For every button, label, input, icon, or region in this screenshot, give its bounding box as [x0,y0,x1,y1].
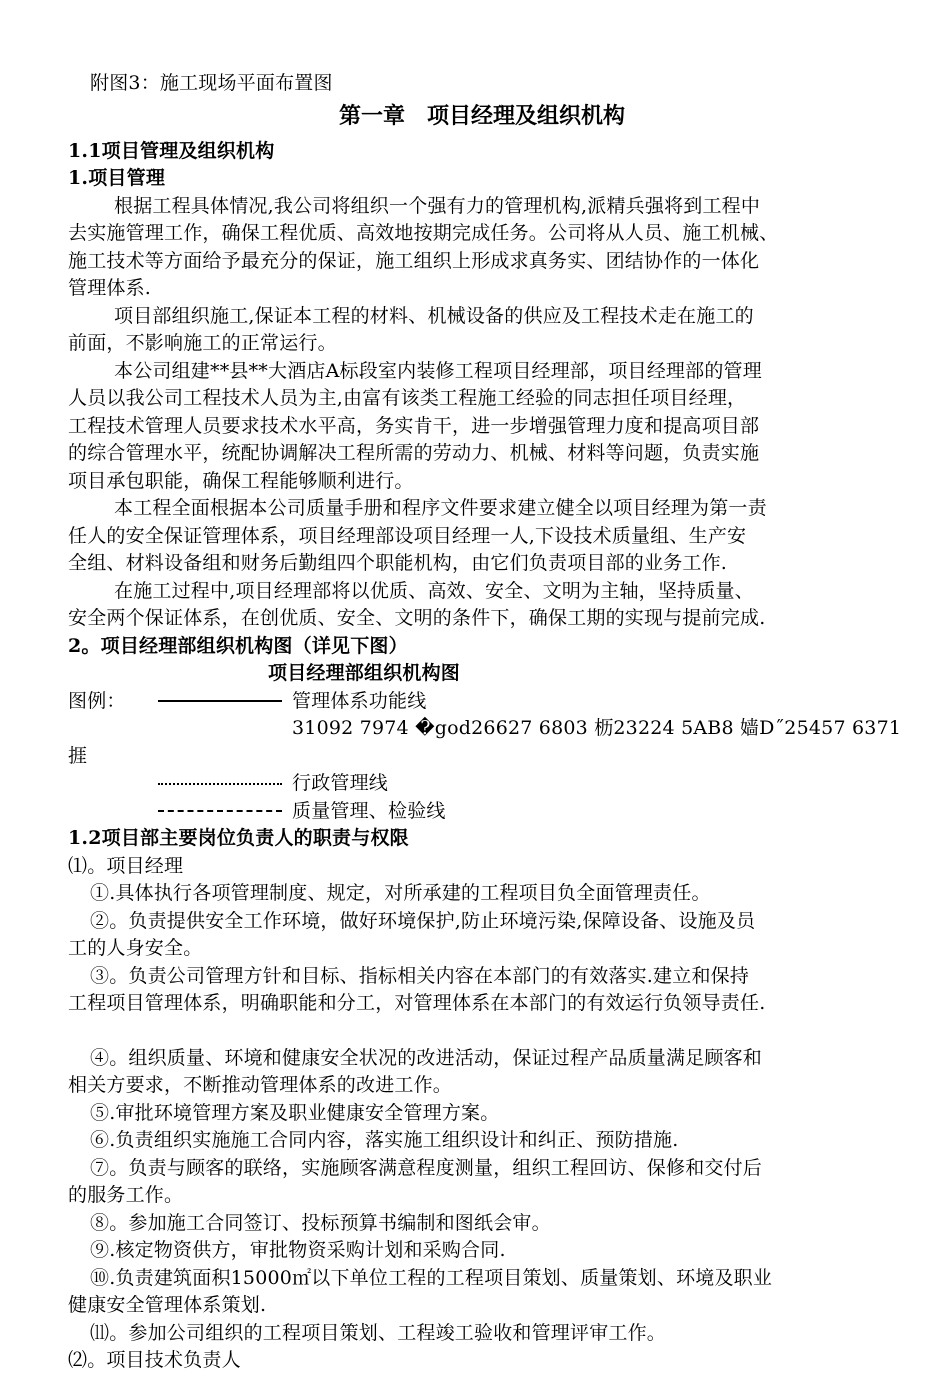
text-line: 全组、材料设备组和财务后勤组四个职能机构，由它们负责项目部的业务工作. [68,552,728,574]
text-line: 安全两个保证体系，在创优质、安全、文明的条件下，确保工期的实现与提前完成. [68,607,766,629]
legend-row-solid [68,688,886,716]
text-line: 项目部组织施工,保证本工程的材料、机械设备的供应及工程技术走在施工的 [114,304,754,327]
duty-item-cont: 的服务工作。 [68,1184,184,1206]
duty-item: ⑩.负责建筑面积15000㎡以下单位工程的工程项目策划、质量策划、环境及职业 [90,1266,773,1289]
text-line: 的综合管理水平，统配协调解决工程所需的劳动力、机械、材料等问题，负责实施 [68,442,760,464]
legend-row-dashdot [68,798,886,826]
legend [68,688,902,826]
role-heading-project-manager: ⑴。项目经理 [68,854,184,877]
paragraph-1 [68,193,886,303]
text-line: 项目承包职能，确保工程能够顺利进行。 [68,469,414,492]
duty-item: ①.具体执行各项管理制度、规定，对所承建的工程项目负全面管理责任。 [90,882,711,904]
paragraph-2 [68,303,886,358]
text-line: 前面，不影响施工的正常运行。 [68,332,337,354]
text-line: 本工程全面根据本公司质量手册和程序文件要求建立健全以项目经理为第一责 [114,497,767,519]
legend-text: 行政管理线 [292,772,389,794]
paragraph-3 [68,358,886,496]
chapter-title: 第一章 项目经理及组织机构 [338,102,625,129]
duty-item: ⑤.审批环境管理方案及职业健康安全管理方案。 [90,1101,500,1124]
attachment-caption: 附图3：施工现场平面布置图 [90,72,333,94]
text-line: 施工技术等方面给予最充分的保证，施工组织上形成求真务实、团结协作的一体化 [68,249,760,272]
garbled-text-wrap: 捱 [68,744,88,767]
section-heading-1-1: 1.1项目管理及组织机构 [68,139,275,162]
legend-row-dotted [68,770,886,798]
role-heading-technical-lead: ⑵。项目技术负责人 [68,1349,241,1371]
duty-item: ⑨.核定物资供方，审批物资采购计划和采购合同. [90,1239,506,1261]
duty-item: ②。负责提供安全工作环境，做好环境保护,防止环境污染,保障设备、设施及员 [90,909,756,932]
text-line: 根据工程具体情况,我公司将组织一个强有力的管理机构,派精兵强将到工程中 [114,194,761,217]
duty-item: ④。组织质量、环境和健康安全状况的改进活动，保证过程产品质量满足顾客和 [90,1046,763,1069]
duty-item-cont: 工的人身安全。 [68,937,203,959]
solid-line-icon [158,700,282,702]
text-line: 任人的安全保证管理体系，项目经理部设项目经理一人,下设技术质量组、生产安 [68,524,747,547]
text-line: 去实施管理工作，确保工程优质、高效地按期完成任务。公司将从人员、施工机械、 [68,222,779,244]
subheading-org-chart: 2。项目经理部组织机构图（详见下图） [68,634,408,657]
text-line: 本公司组建**县**大酒店A标段室内装修工程项目经理部，项目经理部的管理 [114,359,762,382]
duty-item: ⑧。参加施工合同签订、投标预算书编制和图纸会审。 [90,1211,551,1234]
section-heading-1-2: 1.2项目部主要岗位负责人的职责与权限 [68,827,409,849]
legend-text: 质量管理、检验线 [292,799,446,822]
duty-list [68,880,886,1347]
duty-item: ⑾。参加公司组织的工程项目策划、工程竣工验收和管理评审工作。 [90,1321,667,1344]
garbled-text-line: 31092 7974 �god26627 6803 枥23224 5AB8 嫱D˝25457 6371 [292,717,902,739]
duty-item-cont: 相关方要求，不断推动管理体系的改进工作。 [68,1074,453,1096]
text-line: 工程技术管理人员要求技术水平高，务实肯干，进一步增强管理力度和提高项目部 [68,414,760,437]
duty-item-cont: 健康安全管理体系策划. [68,1294,267,1316]
duty-item: ③。负责公司管理方针和目标、指标相关内容在本部门的有效落实.建立和保持 [90,964,750,987]
text-line: 人员以我公司工程技术人员为主,由富有该类工程施工经验的同志担任项目经理， [68,387,747,409]
subheading-project-management: 1.项目管理 [68,167,166,189]
org-chart-title: 项目经理部组织机构图 [268,662,461,684]
text-line: 管理体系. [68,277,152,299]
legend-text: 管理体系功能线 [292,689,427,712]
duty-item-cont: 工程项目管理体系，明确职能和分工，对管理体系在本部门的有效运行负领导责任. [68,992,766,1014]
duty-item: ⑦。负责与顾客的联络，实施顾客满意程度测量，组织工程回访、保修和交付后 [90,1156,763,1179]
dotted-line-icon [158,783,282,785]
paragraph-4 [68,495,886,578]
duty-item: ⑥.负责组织实施施工合同内容，落实施工组织设计和纠正、预防措施. [90,1129,679,1151]
dash-dot-line-icon [158,810,282,812]
document-page [68,70,902,1375]
text-line: 在施工过程中,项目经理部将以优质、高效、安全、文明为主轴，坚持质量、 [114,579,754,602]
legend-label: 图例： [68,689,126,712]
blank-line [68,1018,886,1045]
paragraph-5 [68,578,886,633]
